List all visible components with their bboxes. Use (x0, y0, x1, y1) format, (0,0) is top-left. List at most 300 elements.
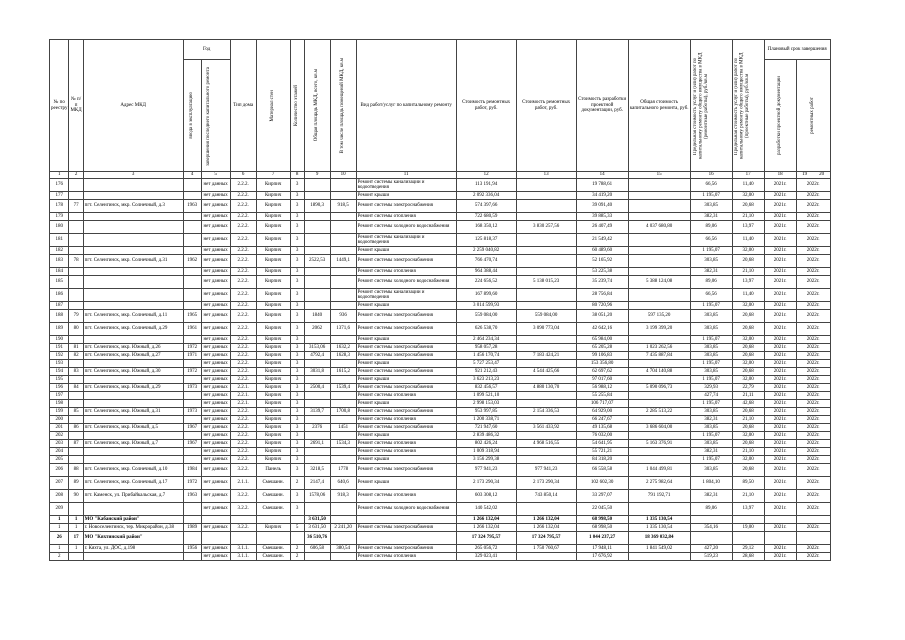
table-cell: 1 (69, 524, 83, 532)
table-cell: 2022г. (796, 289, 830, 302)
table-cell: 199 (50, 408, 69, 416)
table-cell: 2022г. (796, 464, 830, 477)
table-cell: 2022г. (796, 234, 830, 247)
table-cell: 184 (50, 268, 69, 276)
table-cell (628, 255, 690, 268)
table-cell: 1 195,07 (690, 302, 732, 310)
table-cell: нет данных (201, 360, 230, 368)
column-number-label: 11 (403, 172, 409, 178)
table-cell: 90 (69, 490, 83, 503)
table-cell: Кирпич (256, 179, 290, 192)
table-cell: 722 680,59 (456, 213, 516, 221)
table-cell: 958 057,28 (456, 344, 516, 352)
table-cell: 2.2.2. (230, 440, 256, 448)
table-cell (183, 516, 201, 524)
table-cell (83, 432, 183, 440)
table-cell: 2021г. (764, 360, 796, 368)
table-cell: 2.2.2. (230, 456, 256, 464)
table-cell: нет данных (201, 200, 230, 213)
table-cell: 574 397,66 (456, 200, 516, 213)
table-cell: 49 135,68 (576, 424, 628, 432)
table-cell: 62 697,62 (576, 368, 628, 376)
table-cell: 3.2.2. (230, 524, 256, 532)
table-cell: 921 212,43 (456, 368, 516, 376)
table-cell: 2 154 336,53 (516, 408, 576, 416)
table-cell: 1 195,07 (690, 432, 732, 440)
table-cell: нет данных (201, 268, 230, 276)
table-cell: Кирпич (256, 268, 290, 276)
table-cell: Ремонт крыши (356, 477, 456, 490)
table-cell: 2021г. (764, 553, 796, 561)
table-cell (516, 234, 576, 247)
table-cell: 2021г. (764, 213, 796, 221)
table-cell: 3 (290, 302, 304, 310)
table-row (50, 477, 831, 490)
table-cell: 187 (50, 302, 69, 310)
table-cell (330, 213, 356, 221)
table-cell: 3 (290, 268, 304, 276)
table-cell (69, 400, 83, 408)
table-cell: 2022г. (796, 440, 830, 448)
table-cell: Панель (256, 464, 290, 477)
table-cell: 3 (290, 416, 304, 424)
table-cell (290, 532, 304, 545)
table-cell: 1 195,07 (690, 247, 732, 255)
table-cell: 89 (69, 477, 83, 490)
table-cell: 18 369 032,84 (628, 532, 690, 545)
table-cell: 3 830 257,56 (516, 221, 576, 234)
table-cell (69, 456, 83, 464)
table-cell: 5 727 253,47 (456, 360, 516, 368)
table-cell: 1778 (330, 464, 356, 477)
column-number (304, 172, 330, 179)
table-cell: 68 998,50 (576, 524, 628, 532)
table-cell: Кирпич (256, 344, 290, 352)
table-cell: 2.2.2. (230, 432, 256, 440)
table-cell: пгт. Селенгинск, мкр. Солнечный, д.10 (83, 464, 183, 477)
table-cell (330, 553, 356, 561)
table-cell: 190 (50, 336, 69, 344)
table-cell (304, 276, 330, 289)
table-cell (183, 360, 201, 368)
table-cell (83, 276, 183, 289)
table-cell: 303,85 (690, 464, 732, 477)
table-cell: 2021г. (764, 344, 796, 352)
table-cell: 303,85 (690, 323, 732, 336)
column-number (330, 172, 356, 179)
table-cell: 3 (290, 192, 304, 200)
table-cell (304, 234, 330, 247)
table-cell: 102 602,30 (576, 477, 628, 490)
column-number-label: 15 (656, 172, 662, 178)
table-cell: 2021г. (764, 179, 796, 192)
table-cell: 180 (50, 221, 69, 234)
table-cell: 3 (290, 344, 304, 352)
table-cell (628, 416, 690, 424)
table-cell: 82 (69, 352, 83, 360)
table-cell (304, 448, 330, 456)
table-cell: Ремонт крыши (356, 432, 456, 440)
table-cell: 2022г. (796, 392, 830, 400)
table-cell: 2.2.2. (230, 360, 256, 368)
table-cell: 19 788,61 (576, 179, 628, 192)
table-cell: Ремонт системы отопления (356, 392, 456, 400)
table-row (50, 352, 831, 360)
table-cell: нет данных (201, 392, 230, 400)
table-cell: 2.2.2. (230, 268, 256, 276)
register-table-sheet (49, 39, 831, 561)
table-cell (230, 516, 256, 524)
table-cell: 66,56 (690, 179, 732, 192)
table-row (50, 448, 831, 456)
table-cell: Ремонт системы холодного водоснабжения (356, 276, 456, 289)
column-number-label: 18 (777, 172, 783, 178)
table-cell: 265 056,72 (456, 545, 516, 553)
table-cell: 89,06 (690, 503, 732, 516)
table-cell: 721 947,60 (456, 424, 516, 432)
table-cell: нет данных (201, 477, 230, 490)
table-cell: 1973 (183, 408, 201, 416)
table-cell: 1632,2 (330, 344, 356, 352)
table-cell: 1890,3 (304, 200, 330, 213)
table-cell: 2021г. (764, 440, 796, 448)
table-cell: 4792,4 (304, 352, 330, 360)
column-number-label: 16 (708, 172, 714, 178)
table-cell: 21,10 (732, 416, 764, 424)
table-cell: 20,68 (732, 424, 764, 432)
table-cell: 52 165,92 (576, 255, 628, 268)
table-cell: 53 225,38 (576, 268, 628, 276)
column-number (516, 172, 576, 179)
table-row (50, 376, 831, 384)
table-cell: Кирпич (256, 323, 290, 336)
table-cell: пгт. Селенгинск, мкр. Солнечный, д.3 (83, 200, 183, 213)
table-cell (304, 456, 330, 464)
column-number (183, 172, 201, 179)
table-cell: Ремонт системы отопления (356, 448, 456, 456)
table-cell: 3 (290, 432, 304, 440)
table-cell: 3 623 213,23 (456, 376, 516, 384)
table-cell: 2022г. (796, 408, 830, 416)
table-row (50, 234, 831, 247)
table-cell: нет данных (201, 179, 230, 192)
table-cell (330, 336, 356, 344)
table-cell (183, 302, 201, 310)
table-cell: Кирпич (256, 368, 290, 376)
table-cell: 32,00 (732, 456, 764, 464)
table-cell: 2021г. (764, 384, 796, 392)
table-cell: 208 (50, 490, 69, 503)
col-header-floors: Количество этажей (290, 40, 304, 172)
table-cell: пгт. Селенгинск, мкр. Солнечный, д.17 (83, 477, 183, 490)
table-cell: 1 266 132,04 (516, 524, 576, 532)
table-cell: 56 988,12 (576, 384, 628, 392)
table-cell (69, 360, 83, 368)
table-cell (69, 213, 83, 221)
table-cell (330, 192, 356, 200)
table-cell: 181 (50, 234, 69, 247)
table-cell (83, 213, 183, 221)
table-cell: 13,97 (732, 503, 764, 516)
table-cell: 206 (50, 464, 69, 477)
column-number (576, 172, 628, 179)
table-cell: 5 (290, 524, 304, 532)
table-cell: 3 (290, 392, 304, 400)
table-cell (330, 360, 356, 368)
table-cell: 84 318,20 (576, 456, 628, 464)
table-cell: 2 259 040,82 (456, 247, 516, 255)
table-cell: 66 558,58 (576, 464, 628, 477)
table-cell: 21,10 (732, 213, 764, 221)
table-cell: 29,12 (732, 545, 764, 553)
table-cell: 2022г. (796, 200, 830, 213)
table-cell: 140 542,02 (456, 503, 516, 516)
table-cell (83, 302, 183, 310)
table-cell: 303,85 (690, 408, 732, 416)
table-cell: Ремонт крыши (356, 247, 456, 255)
table-cell: 1 (50, 524, 69, 532)
table-cell: Ремонт системы электроснабжения (356, 352, 456, 360)
table-cell: 303,85 (690, 424, 732, 432)
column-number-label: 10 (340, 172, 346, 178)
table-cell: 3 (290, 234, 304, 247)
table-cell: 3.1.1. (230, 553, 256, 561)
table-cell (69, 221, 83, 234)
table-cell: 3 (290, 360, 304, 368)
column-number-label: 17 (745, 172, 751, 178)
table-cell: 2.2.2. (230, 448, 256, 456)
table-cell (183, 192, 201, 200)
table-cell: 194 (50, 368, 69, 376)
table-cell: 1973 (183, 384, 201, 392)
table-cell (628, 192, 690, 200)
column-number (50, 172, 69, 179)
table-cell: Кирпич (256, 213, 290, 221)
table-cell (304, 179, 330, 192)
table-cell: 303,85 (690, 200, 732, 213)
table-cell: 2021г. (764, 234, 796, 247)
table-cell: Ремонт системы электроснабжения (356, 323, 456, 336)
table-cell: Кирпич (256, 376, 290, 384)
table-cell: Смешанн. (256, 490, 290, 503)
table-cell: 936 (330, 310, 356, 323)
table-cell: Ремонт системы электроснабжения (356, 545, 456, 553)
column-number (69, 172, 83, 179)
table-cell: 19,00 (732, 524, 764, 532)
table-cell: 2021г. (764, 424, 796, 432)
table-cell: 2.1.1. (230, 477, 256, 490)
table-cell (304, 553, 330, 561)
table-cell: 21,11 (732, 392, 764, 400)
table-cell: Ремонт крыши (356, 376, 456, 384)
table-cell: 186 (50, 289, 69, 302)
column-number-label: 12 (483, 172, 489, 178)
table-row (50, 368, 831, 376)
table-row (50, 516, 831, 524)
table-cell (69, 179, 83, 192)
table-cell: 2022г. (796, 352, 830, 360)
table-cell: Кирпич (256, 440, 290, 448)
table-cell (628, 400, 690, 408)
table-cell: 32,00 (732, 336, 764, 344)
table-cell: 20,68 (732, 408, 764, 416)
table-cell: 89,06 (690, 221, 732, 234)
table-cell: 2021г. (764, 376, 796, 384)
table-cell: 1967 (183, 440, 201, 448)
table-cell: 1371,6 (330, 323, 356, 336)
table-cell: 2022г. (796, 276, 830, 289)
table-cell (330, 376, 356, 384)
column-number (290, 172, 304, 179)
col-header-term-group: Плановый срок завершения (764, 40, 830, 60)
table-cell: 60 489,60 (576, 247, 628, 255)
column-number (628, 172, 690, 179)
table-cell: 559 084,00 (456, 310, 516, 323)
table-cell: 189 (50, 323, 69, 336)
table-cell: нет данных (201, 448, 230, 456)
table-cell: 1 195,07 (690, 400, 732, 408)
table-cell: 2022г. (796, 424, 830, 432)
table-cell: пгт. Селенгинск, мкр. Южный, д.31 (83, 408, 183, 416)
table-cell (183, 532, 201, 545)
table-cell (183, 276, 201, 289)
table-cell: 766 470,74 (456, 255, 516, 268)
column-number-label: 7 (271, 172, 275, 178)
table-cell: 3 (290, 384, 304, 392)
table-cell: 188 (50, 310, 69, 323)
table-cell: 2500,4 (304, 384, 330, 392)
table-cell: 26 (50, 532, 69, 545)
table-cell: 2021г. (764, 464, 796, 477)
table-cell: Ремонт крыши (356, 302, 456, 310)
table-cell: 2.2.2. (230, 336, 256, 344)
table-cell: 1 750 760,67 (516, 545, 576, 553)
table-cell (230, 532, 256, 545)
table-cell: 167 899,60 (456, 289, 516, 302)
table-cell: 17 (69, 532, 83, 545)
table-cell (628, 503, 690, 516)
table-cell (304, 192, 330, 200)
table-cell: 176 (50, 179, 69, 192)
table-cell: нет данных (201, 352, 230, 360)
table-cell: 977 941,23 (456, 464, 516, 477)
column-number (201, 172, 230, 179)
table-cell: 1 195,07 (690, 336, 732, 344)
table-cell (356, 532, 456, 545)
table-cell: 207 (50, 477, 69, 490)
table-cell (69, 192, 83, 200)
col-header-total-area: Общая площадь МКД, всего, кв.м (304, 40, 330, 172)
table-cell: 791 192,71 (628, 490, 690, 503)
table-cell (304, 416, 330, 424)
table-body (50, 179, 831, 561)
table-cell: 1534,3 (330, 440, 356, 448)
table-cell: 1615,2 (330, 368, 356, 376)
table-cell (628, 213, 690, 221)
table-cell: 303,85 (690, 368, 732, 376)
table-cell: 2022г. (796, 344, 830, 352)
table-cell: 2.2.2. (230, 276, 256, 289)
table-cell: Смешанн. (256, 503, 290, 516)
table-cell (628, 360, 690, 368)
table-cell: 34 419,20 (576, 192, 628, 200)
table-cell: 2021г. (764, 192, 796, 200)
table-cell: Кирпич (256, 392, 290, 400)
table-cell: нет данных (201, 553, 230, 561)
table-cell: 1965 (183, 310, 201, 323)
table-cell (516, 360, 576, 368)
table-row (50, 276, 831, 289)
table-cell: 1971 (183, 352, 201, 360)
table-cell: 183 (50, 255, 69, 268)
table-row (50, 400, 831, 408)
table-cell: 3 (290, 368, 304, 376)
table-cell: Кирпич (256, 416, 290, 424)
table-cell: 3 156 299,38 (456, 456, 516, 464)
table-cell: Ремонт системы электроснабжения (356, 200, 456, 213)
table-cell: Ремонт системы канализации и водоотведения (356, 289, 456, 302)
table-cell: 2022г. (796, 213, 830, 221)
table-cell: 1961 (183, 323, 201, 336)
table-cell: 35 239,74 (576, 276, 628, 289)
table-cell (330, 268, 356, 276)
table-cell: 2022г. (796, 336, 830, 344)
column-number-label: 9 (315, 172, 319, 178)
table-cell (304, 289, 330, 302)
table-cell: 5 090 096,73 (628, 384, 690, 392)
table-cell: пгт. Селенгинск, мкр. Южный, д.26 (83, 344, 183, 352)
table-cell: 3 (290, 276, 304, 289)
capital-repair-table (49, 39, 831, 561)
table-cell: 329,93 (690, 384, 732, 392)
table-cell: 5 138 015,23 (516, 276, 576, 289)
table-cell: Кирпич (256, 192, 290, 200)
table-cell: 3 (290, 424, 304, 432)
table-cell: 1956 (183, 545, 201, 553)
table-cell (183, 289, 201, 302)
table-cell: Кирпич (256, 524, 290, 532)
table-row (50, 310, 831, 323)
table-cell (83, 289, 183, 302)
table-cell: Кирпич (256, 247, 290, 255)
table-cell: 2022г. (796, 456, 830, 464)
table-cell: Кирпич (256, 289, 290, 302)
table-cell: 3.1.1. (230, 545, 256, 553)
table-cell (183, 221, 201, 234)
table-cell: нет данных (201, 432, 230, 440)
table-cell: 32,00 (732, 302, 764, 310)
table-row (50, 408, 831, 416)
table-row (50, 344, 831, 352)
table-cell: Ремонт системы отопления (356, 490, 456, 503)
table-cell (516, 456, 576, 464)
table-cell: 597 135,20 (628, 310, 690, 323)
table-cell (83, 360, 183, 368)
table-cell: 1 456 170,74 (456, 352, 516, 360)
table-row (50, 213, 831, 221)
table-cell: 1 266 132,04 (456, 524, 516, 532)
table-cell: 202 (50, 432, 69, 440)
table-cell: 329 023,41 (456, 553, 516, 561)
column-number (356, 172, 456, 179)
table-cell: Ремонт системы канализации и водоотведения (356, 234, 456, 247)
col-header-year-group: Год (183, 40, 230, 60)
table-cell (69, 448, 83, 456)
table-cell: 2 173 290,34 (456, 477, 516, 490)
table-cell: 198 (50, 400, 69, 408)
table-cell (183, 400, 201, 408)
table-cell: 201 (50, 424, 69, 432)
